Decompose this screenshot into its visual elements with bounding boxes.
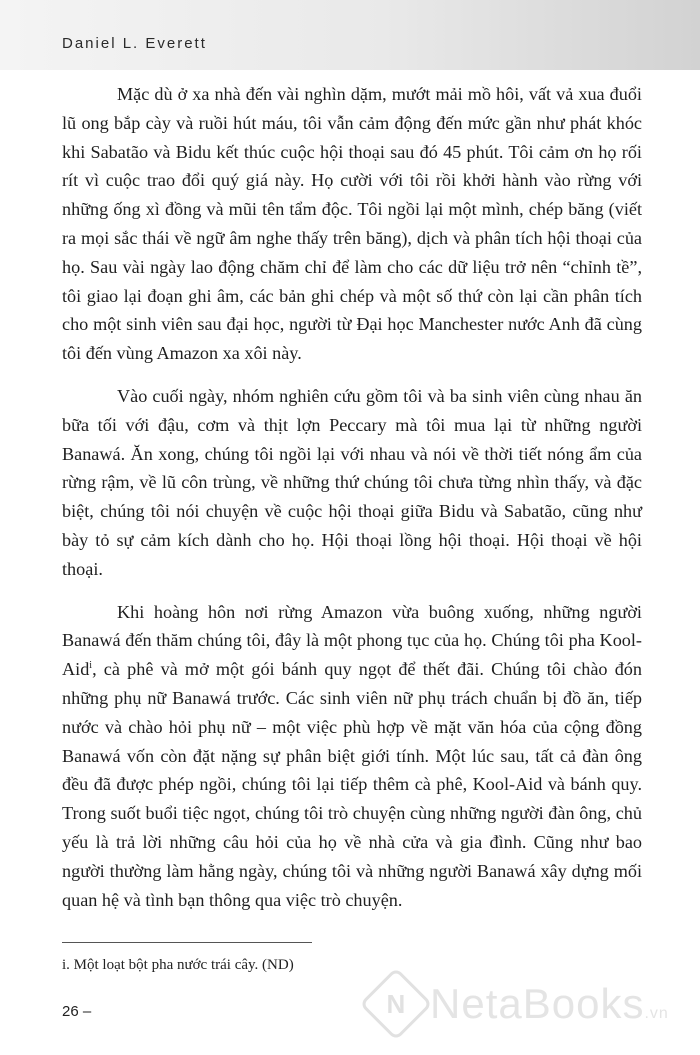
paragraph-3: [62, 598, 642, 915]
netabooks-logo-icon: N: [359, 967, 433, 1041]
footnote-rule: [62, 942, 312, 943]
paragraph-1: Mặc dù ở xa nhà đến vài nghìn dặm, mướt mải mồ hôi, vất vả xua đuổi lũ ong bắp cày và ruồi hút máu, tôi vẫn cảm động đến mức gần như phát khóc khi Sabatão và Bidu kết thúc cuộc hội thoại sau đó 45 phút. Tôi cảm ơn họ rối rít vì cuộc trao đổi quý giá này. Họ cười với tôi rồi khởi hành vào rừng với những ống xì đồng và mũi tên tẩm độc. Tôi ngồi lại một mình, chép băng (viết ra mọi sắc thái về ngữ âm nghe thấy trên băng), dịch và phân tích hội thoại của họ. Sau vài ngày lao động chăm chỉ để làm cho các dữ liệu trở nên “chỉnh tề”, tôi giao lại đoạn ghi âm, các bản ghi chép và một số thứ còn lại cần phân tích cho một sinh viên sau đại học, người từ Đại học Manchester nước Anh đã cùng tôi đến vùng Amazon xa xôi này.: [62, 84, 642, 364]
page-number: 26 –: [62, 1003, 92, 1020]
footnote-marker[interactable]: i: [89, 660, 93, 672]
paragraph-3-part-2: , cà phê và mở một gói bánh quy ngọt để thết đãi. Chúng tôi chào đón những phụ nữ Banawá trước. Các sinh viên nữ phụ trách chuẩn bị đồ ăn, tiếp nước và chào hỏi phụ nữ – một việc phù hợp về mặt văn hóa của cộng đồng Banawá vốn còn đặt nặng sự phân biệt giới tính. Một lúc sau, tất cả đàn ông đều đã được phép ngồi, chúng tôi lại tiếp thêm cà phê, Kool-Aid và bánh quy. Trong suốt buổi tiệc ngọt, chúng tôi trò chuyện cùng những người đàn ông, chủ yếu là trả lời những câu hỏi của họ về nhà cửa và gia đình. Cũng như bao người thường làm hằng ngày, chúng tôi và những người Banawá xây dựng mối quan hệ và tình bạn thông qua việc trò chuyện.: [62, 659, 642, 910]
running-head: Daniel L. Everett: [62, 35, 207, 52]
body-text: [62, 80, 642, 928]
footnote: i. Một loạt bột pha nước trái cây. (ND): [62, 957, 294, 973]
paragraph-2: Vào cuối ngày, nhóm nghiên cứu gồm tôi và ba sinh viên cùng nhau ăn bữa tối với đậu, cơm và thịt lợn Peccary mà tôi mua lại từ những người Banawá. Ăn xong, chúng tôi ngồi lại với nhau và nói về thời tiết nóng ẩm của rừng rậm, về lũ côn trùng, về những thứ chúng tôi chưa từng nhìn thấy, và đặc biệt, chúng tôi nói chuyện về cuộc hội thoại giữa Bidu và Sabatão, cũng như bày tỏ sự cảm kích dành cho họ. Hội thoại lồng hội thoại. Hội thoại về hội thoại.: [62, 385, 642, 579]
paragraph-3-part-1: Khi hoàng hôn nơi rừng Amazon vừa buông xuống, những người Banawá đến thăm chúng tôi, đây là một phong tục của họ. Chúng tôi pha Kool-Aid: [62, 601, 642, 680]
watermark-text: NetaBooks.vn: [430, 980, 669, 1027]
watermark: [370, 978, 669, 1030]
